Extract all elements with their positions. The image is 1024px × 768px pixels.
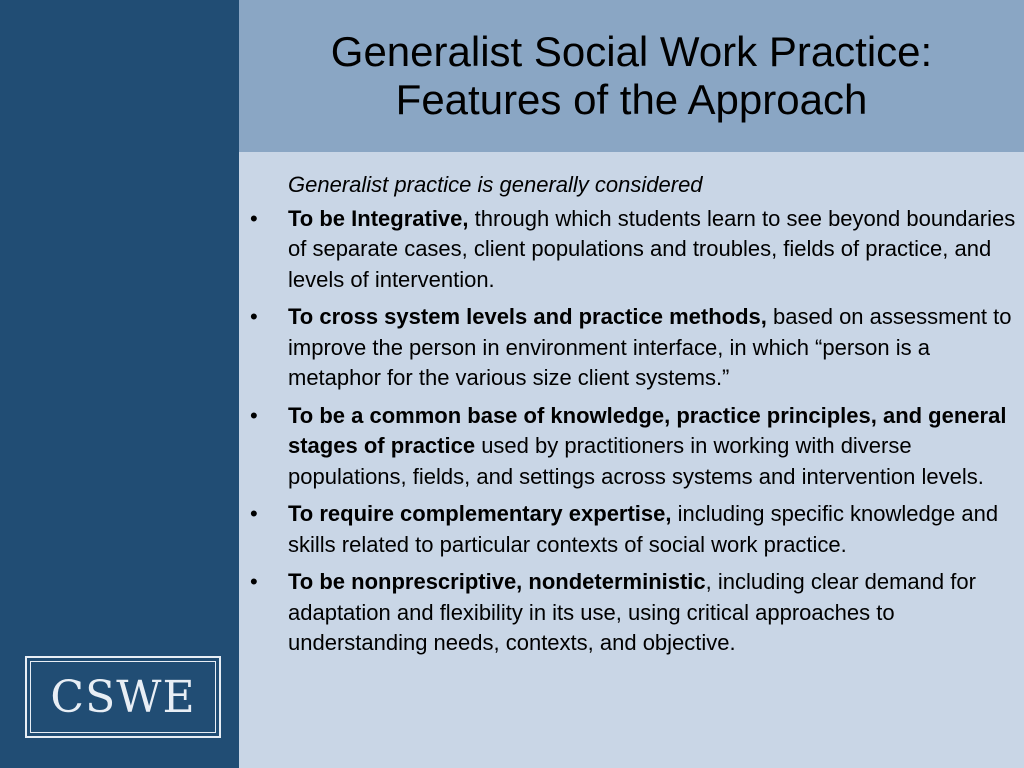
- cswe-logo: [25, 656, 221, 738]
- bullet-item: [246, 204, 1020, 296]
- bullet-item: [246, 302, 1020, 394]
- bullet-text: through which students learn to see beyond boundaries of separate cases, client populations and troubles, fields of practice, and levels of intervention.: [288, 205, 1016, 292]
- left-sidebar-bar: [0, 0, 239, 768]
- intro-text: Generalist practice is generally considered: [288, 172, 703, 197]
- slide-title-line-1: Generalist Social Work Practice:: [330, 28, 933, 75]
- bullet-item: [246, 401, 1020, 493]
- slide-content: [246, 170, 1020, 666]
- bullet-heading: To be a common base of knowledge, practice principles, and general stages of practice: [288, 402, 1007, 458]
- bullet-item: [246, 567, 1020, 659]
- bullet-heading: To be Integrative,: [288, 205, 469, 231]
- bullet-text: including specific knowledge and skills related to particular contexts of social work practice.: [288, 501, 999, 557]
- bullet-icon: •: [250, 205, 258, 231]
- bullet-text: , including clear demand for adaptation and flexibility in its use, using critical approaches to understanding needs, contexts, and objective.: [288, 569, 976, 655]
- bullet-icon: •: [250, 304, 258, 329]
- bullet-icon: •: [250, 501, 258, 526]
- bullet-heading: To cross system levels and practice methods,: [288, 304, 767, 329]
- bullet-icon: •: [250, 402, 258, 428]
- bullet-text: used by practitioners in working with diverse populations, fields, and settings across systems and intervention levels.: [288, 433, 984, 489]
- cswe-logo-frame: [30, 661, 216, 733]
- bullet-item: [246, 499, 1020, 560]
- bullet-heading: To require complementary expertise,: [288, 501, 672, 526]
- bullet-icon: •: [250, 569, 258, 594]
- bullet-heading: To be nonprescriptive, nondeterministic: [288, 569, 706, 594]
- bullet-text: based on assessment to improve the person in environment interface, in which “person is a metaphor for the various size client systems.”: [288, 304, 1012, 390]
- title-band: [239, 0, 1024, 152]
- cswe-logo-text: CSWE: [50, 671, 196, 723]
- slide-title-line-2: Features of the Approach: [395, 76, 868, 123]
